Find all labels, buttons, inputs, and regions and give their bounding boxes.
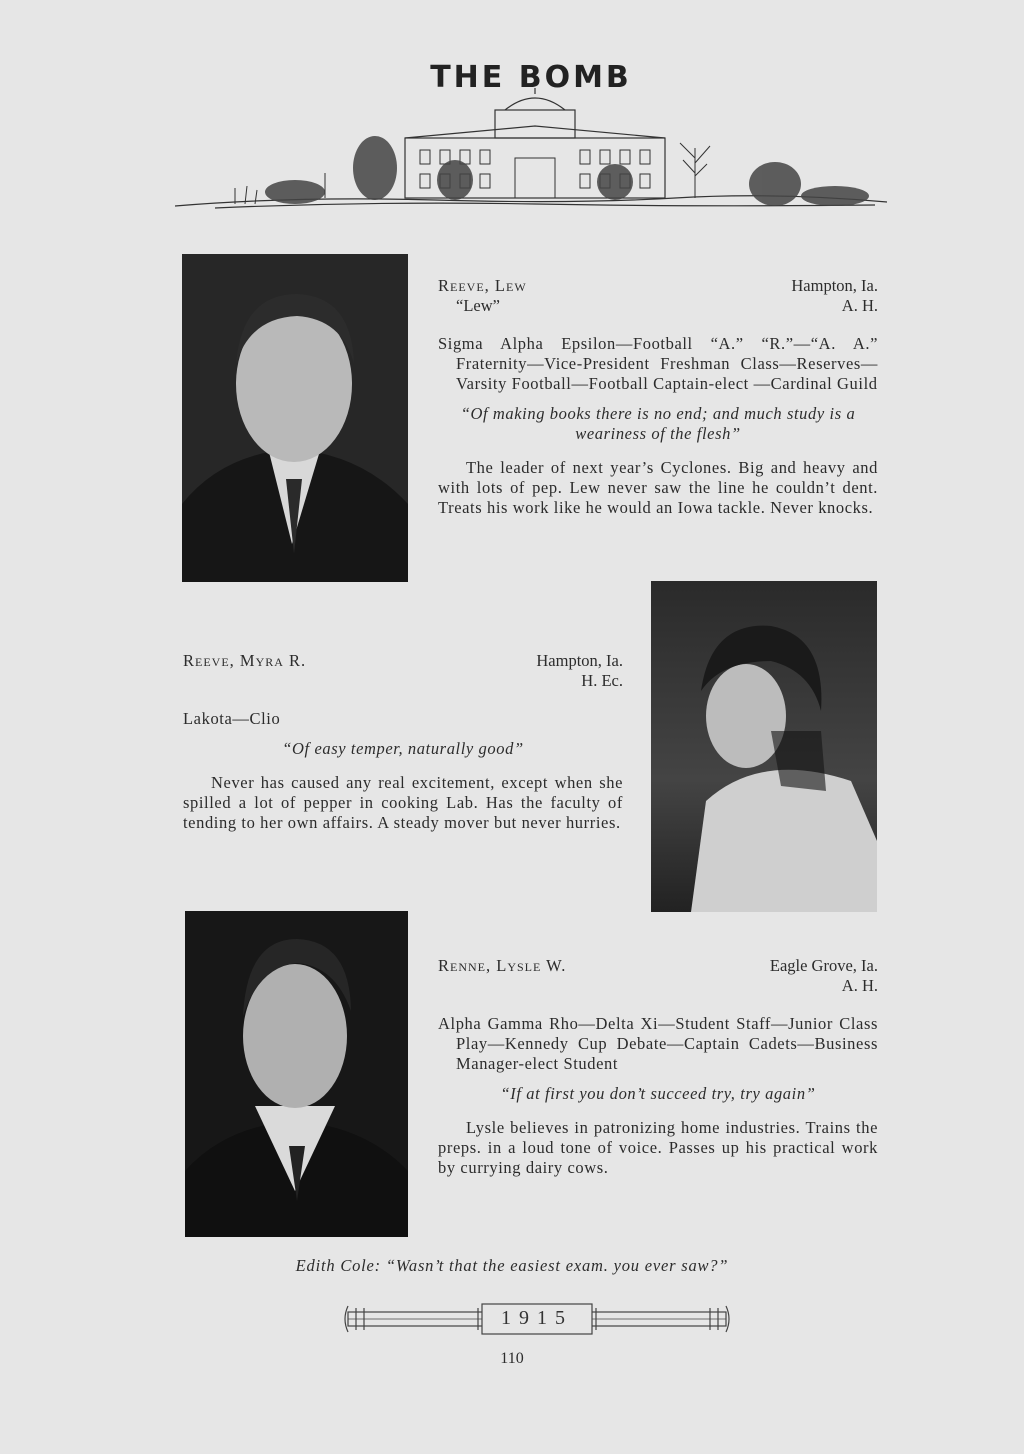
description: Lysle believes in patronizing home industries. Trains the preps. in a loud tone of voice. Passes up his practical work by currying dairy cows. [438, 1118, 878, 1177]
year-label: 1915 [501, 1307, 573, 1329]
hometown: Hampton, Ia. [536, 651, 623, 670]
course: A. H. [841, 296, 878, 315]
description: Never has caused any real excitement, except when she spilled a lot of pepper in cooking Lab. Has the faculty of tending to her own affairs. A steady mover but never hurries. [183, 773, 623, 832]
year-banner [342, 1300, 732, 1340]
page-number: 110 [500, 1350, 524, 1367]
header-title: THE BOMB [430, 60, 632, 95]
entry-reeve-lew [438, 276, 878, 518]
student-name: Reeve, Lew [438, 276, 527, 295]
portrait-photo-renne-lysle [185, 911, 408, 1237]
student-name: Renne, Lysle W. [438, 956, 567, 975]
entry-reeve-myra [183, 651, 623, 833]
motto-quote: “If at first you don’t succeed try, try again” [500, 1084, 816, 1103]
course: H. Ec. [581, 671, 623, 690]
portrait-photo-reeve-myra [651, 581, 877, 912]
affiliations: Lakota—Clio [183, 709, 281, 728]
portrait-photo-reeve-lew [182, 254, 408, 582]
affiliations: Sigma Alpha Epsilon—Football “A.” “R.”—“A. A.” Fraternity—Vice-President Freshman Class—Reserves—Varsity Football—Football Captain-elect —Cardinal Guild [438, 334, 878, 393]
footer-quote: Edith Cole: “Wasn’t that the easiest exam. you ever saw?” [295, 1256, 729, 1275]
description: The leader of next year’s Cyclones. Big and heavy and with lots of pep. Lew never saw the line he couldn’t dent. Treats his work like he would an Iowa tackle. Never knocks. [438, 458, 878, 517]
hometown: Eagle Grove, Ia. [769, 956, 878, 975]
motto-quote: “Of making books there is no end; and much study is a weariness of the flesh” [460, 404, 856, 443]
campus-building-drawing [175, 88, 887, 216]
motto-quote: “Of easy temper, naturally good” [282, 739, 524, 758]
student-name: Reeve, Myra R. [183, 651, 307, 670]
hometown: Hampton, Ia. [791, 276, 878, 295]
entry-renne-lysle [438, 956, 878, 1178]
header-illustration [175, 48, 887, 216]
course: A. H. [841, 976, 878, 995]
affiliations: Alpha Gamma Rho—Delta Xi—Student Staff—Junior Class Play—Kennedy Cup Debate—Captain Cadets—Business Manager-elect Student [438, 1014, 878, 1073]
nickname: “Lew” [456, 296, 500, 315]
